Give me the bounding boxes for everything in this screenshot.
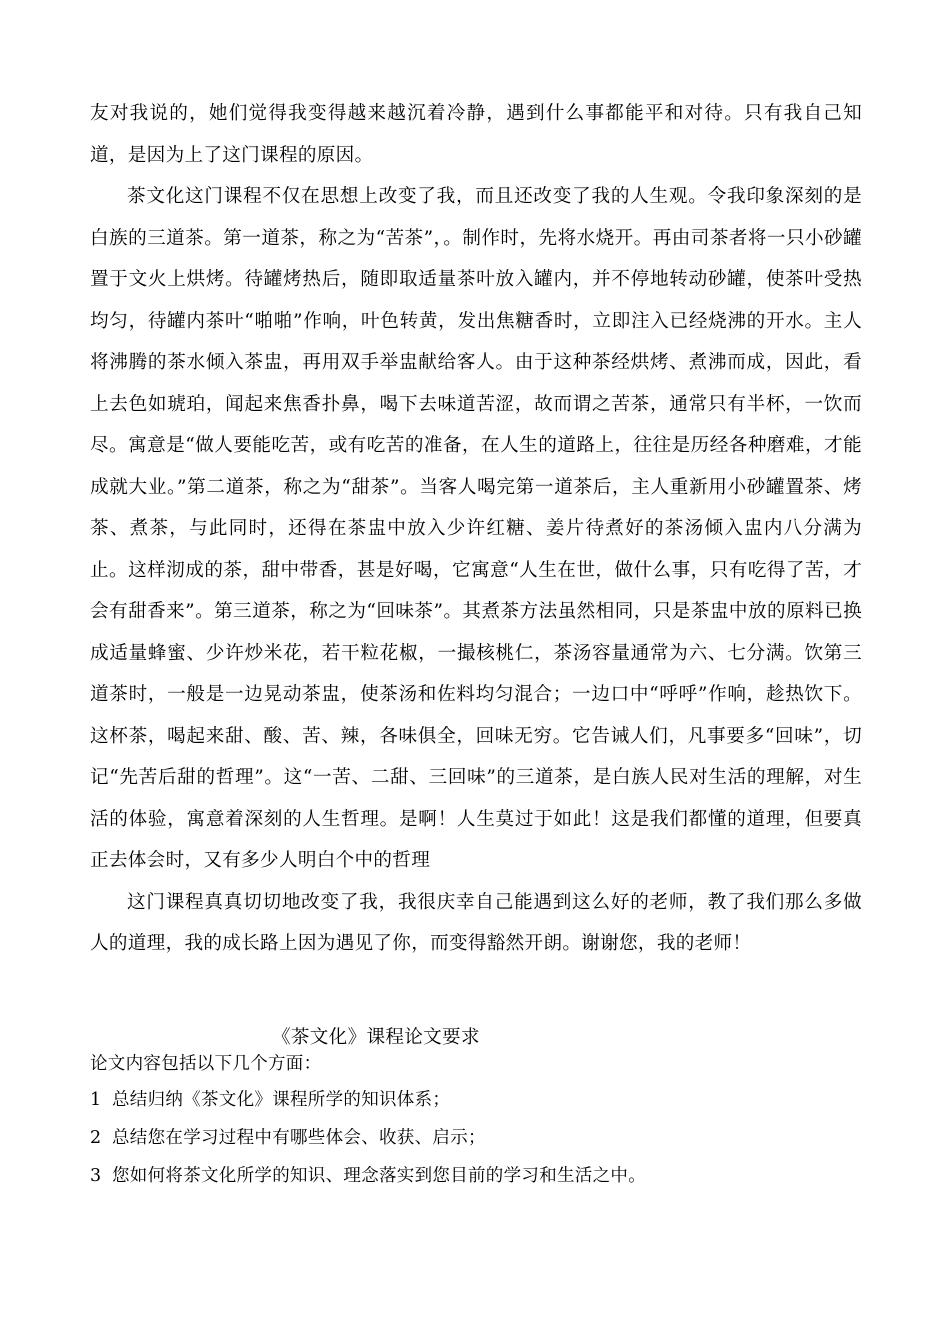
- requirement-text: 总结您在学习过程中有哪些体会、收获、启示；: [112, 1128, 486, 1148]
- requirement-item: [90, 1159, 862, 1193]
- requirement-number: 2: [90, 1128, 102, 1148]
- requirement-item: [90, 1121, 862, 1155]
- essay-text: [90, 93, 862, 965]
- requirements-title: 《茶文化》课程论文要求: [272, 1027, 480, 1048]
- requirements-section: [90, 1025, 862, 1193]
- requirement-item: [90, 1083, 862, 1117]
- essay-paragraph-2: 茶文化这门课程不仅在思想上改变了我，而且还改变了我的人生观。令我印象深刻的是白族的三道茶。第一道茶，称之为“苦茶”，。制作时，先将水烧开。再由司茶者将一只小砂罐置于文火上烘烤。待罐烤热后，随即取适量茶叶放入罐内，并不停地转动砂罐，使茶叶受热均匀，待罐内茶叶“啪啪”作响，叶色转黄，发出焦糖香时，立即注入已经烧沸的开水。主人将沸腾的茶水倾入茶盅，再用双手举盅献给客人。由于这种茶经烘烤、煮沸而成，因此，看上去色如琥珀，闻起来焦香扑鼻，喝下去味道苦涩，故而谓之苦茶，通常只有半杯，一饮而尽。寓意是“做人要能吃苦，或有吃苦的准备，在人生的道路上，往往是历经各种磨难，才能成就大业。”第二道茶，称之为“甜茶”。当客人喝完第一道茶后，主人重新用小砂罐置茶、烤茶、煮茶，与此同时，还得在茶盅中放入少许红糖、姜片待煮好的茶汤倾入盅内八分满为止。这样沏成的茶，甜中带香，甚是好喝，它寓意“人生在世，做什么事，只有吃得了苦，才会有甜香来”。第三道茶，称之为“回味茶”。其煮茶方法虽然相同，只是茶盅中放的原料已换成适量蜂蜜、少许炒米花，若干粒花椒，一撮核桃仁，茶汤容量通常为六、七分满。饮第三道茶时，一般是一边晃动茶盅，使茶汤和佐料均匀混合；一边口中“呼呼”作响，趁热饮下。这杯茶，喝起来甜、酸、苦、辣，各味俱全，回味无穷。它告诫人们，凡事要多“回味”，切记“先苦后甜的哲理”。这“一苦、二甜、三回味”的三道茶，是白族人民对生活的理解，对生活的体验，寓意着深刻的人生哲理。是啊！人生莫过于如此！这是我们都懂的道理，但要真正去体会时，又有多少人明白个中的哲理: [90, 186, 862, 871]
- requirements-list: [90, 1083, 862, 1193]
- essay-paragraph-1: 友对我说的，她们觉得我变得越来越沉着冷静，遇到什么事都能平和对待。只有我自己知道，是因为上了这门课程的原因。: [90, 103, 862, 166]
- requirement-number: 3: [90, 1166, 102, 1186]
- requirements-intro: 论文内容包括以下几个方面：: [90, 1054, 322, 1074]
- essay-paragraph-3: 这门课程真真切切地改变了我，我很庆幸自己能遇到这么好的老师，教了我们那么多做人的道理，我的成长路上因为遇见了你，而变得豁然开朗。谢谢您，我的老师！: [90, 891, 862, 954]
- requirement-text: 您如何将茶文化所学的知识、理念落实到您目前的学习和生活之中。: [112, 1166, 646, 1186]
- requirement-text: 总结归纳《茶文化》课程所学的知识体系；: [112, 1090, 451, 1110]
- requirement-number: 1: [90, 1090, 102, 1110]
- essay-body: [90, 93, 862, 965]
